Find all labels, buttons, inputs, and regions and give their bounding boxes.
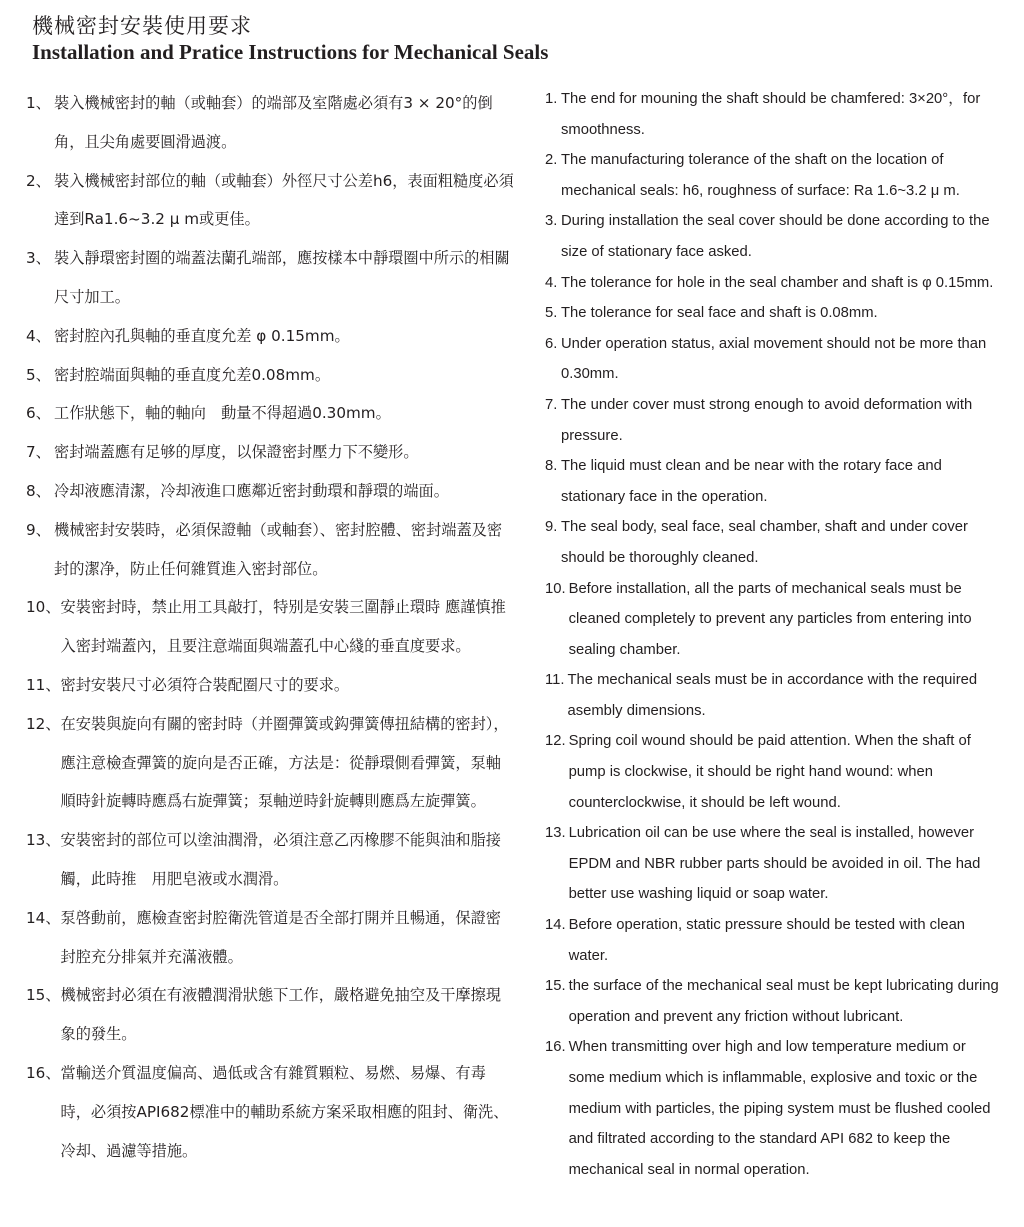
cn-item-text: 密封腔端面與軸的垂直度允差0.08mm。 bbox=[54, 365, 331, 384]
en-item-16 bbox=[545, 1032, 1005, 1185]
en-item-15 bbox=[545, 971, 1005, 1032]
chinese-instructions-column bbox=[26, 84, 516, 1170]
en-item-number: 7. bbox=[545, 396, 558, 413]
en-item-text: During installation the seal cover should be done according to the size of stationary face asked. bbox=[561, 213, 990, 260]
cn-item-text: 密封端蓋應有足够的厚度，以保證密封壓力下不變形。 bbox=[54, 443, 419, 462]
english-instructions-column bbox=[545, 84, 1005, 1185]
cn-item-number: 16、 bbox=[26, 1063, 61, 1082]
en-item-text: The liquid must clean and be near with the rotary face and stationary face in the operation. bbox=[561, 458, 942, 505]
cn-item-text: 裝入機械密封的軸（或軸套）的端部及室階處必須有3 × 20°的倒角，且尖角處要圓滑過渡。 bbox=[54, 94, 493, 151]
cn-item-number: 14、 bbox=[26, 908, 61, 927]
cn-item-text: 泵啓動前，應檢查密封腔衛洗管道是否全部打開并且暢通，保證密封腔充分排氣并充滿液體。 bbox=[60, 908, 501, 966]
en-item-text: The under cover must strong enough to avoid deformation with pressure. bbox=[561, 396, 973, 444]
cn-item-4 bbox=[26, 317, 516, 356]
cn-item-number: 11、 bbox=[26, 675, 61, 694]
cn-item-number: 12、 bbox=[26, 714, 61, 733]
cn-item-11 bbox=[26, 666, 516, 705]
cn-item-number: 4、 bbox=[26, 326, 51, 345]
en-item-number: 12. bbox=[545, 733, 566, 750]
en-item-number: 10. bbox=[545, 580, 566, 597]
cn-item-text: 在安裝與旋向有關的密封時（并圈彈簧或鈎彈簧傳扭結構的密封），應注意檢查彈簧的旋向是否正確，方法是：從靜環側看彈簧，泵軸順時針旋轉時應爲右旋彈簧；泵軸逆時針旋轉則應爲左旋彈簧。 bbox=[60, 714, 509, 811]
en-item-10 bbox=[545, 574, 1005, 666]
cn-item-text: 機械密封安裝時，必須保證軸（或軸套）、密封腔體、密封端蓋及密封的潔净，防止任何雜質進入密封部位。 bbox=[54, 520, 503, 578]
en-item-number: 16. bbox=[545, 1039, 566, 1056]
en-item-1 bbox=[545, 84, 1005, 145]
en-item-8 bbox=[545, 451, 1005, 512]
en-item-text: The seal body, seal face, seal chamber, shaft and under cover should be thoroughly cleaned. bbox=[561, 519, 968, 566]
en-item-number: 3. bbox=[545, 213, 558, 230]
en-item-text: the surface of the mechanical seal must be kept lubricating during operation and prevent any friction without lubricant. bbox=[568, 978, 999, 1025]
en-item-9 bbox=[545, 512, 1005, 573]
cn-item-9 bbox=[26, 511, 516, 589]
en-item-14 bbox=[545, 910, 1005, 971]
en-item-4 bbox=[545, 268, 1005, 299]
en-item-2 bbox=[545, 145, 1005, 206]
title-english: Installation and Pratice Instructions for Mechanical Seals bbox=[32, 40, 549, 64]
cn-item-15 bbox=[26, 976, 516, 1054]
cn-item-text: 當輸送介質温度偏高、過低或含有雜質顆粒、易燃、易爆、有毒時，必須按API682標准中的輔助系統方案采取相應的阻封、衛洗、冷却、過濾等措施。 bbox=[60, 1063, 509, 1160]
cn-item-text: 安裝密封時，禁止用工具敲打，特别是安裝三圍靜止環時 應謹慎推入密封端蓋內，且要注意端面與端蓋孔中心綫的垂直度要求。 bbox=[60, 598, 506, 656]
en-item-6 bbox=[545, 329, 1005, 390]
cn-item-5 bbox=[26, 356, 516, 395]
en-item-number: 9. bbox=[545, 519, 558, 536]
en-item-text: The end for mouning the shaft should be chamfered: 3×20°，for smoothness. bbox=[561, 91, 981, 138]
cn-item-text: 冷却液應清潔，冷却液進口應鄰近密封動環和靜環的端面。 bbox=[54, 481, 449, 500]
cn-item-10 bbox=[26, 588, 516, 666]
cn-item-14 bbox=[26, 899, 516, 977]
cn-item-1 bbox=[26, 84, 516, 162]
title-chinese: 機械密封安裝使用要求 bbox=[32, 14, 252, 38]
en-item-7 bbox=[545, 390, 1005, 451]
cn-item-number: 8、 bbox=[26, 481, 51, 500]
cn-item-number: 2、 bbox=[26, 171, 51, 190]
en-item-text: Before installation, all the parts of mechanical seals must be cleaned completely to prevent any particles from entering into sealing chamber. bbox=[568, 580, 972, 658]
cn-item-number: 15、 bbox=[26, 986, 61, 1005]
cn-item-7 bbox=[26, 433, 516, 472]
cn-item-3 bbox=[26, 239, 516, 317]
en-item-3 bbox=[545, 206, 1005, 267]
cn-item-2 bbox=[26, 162, 516, 240]
cn-item-number: 7、 bbox=[26, 443, 51, 462]
en-item-number: 5. bbox=[545, 305, 558, 322]
en-item-number: 14. bbox=[545, 917, 566, 934]
en-item-text: Before operation, static pressure should be tested with clean water. bbox=[568, 917, 966, 964]
cn-item-13 bbox=[26, 821, 516, 899]
en-item-number: 6. bbox=[545, 335, 558, 352]
en-item-number: 11. bbox=[545, 672, 565, 689]
cn-item-number: 3、 bbox=[26, 249, 51, 268]
cn-item-16 bbox=[26, 1054, 516, 1170]
cn-item-text: 密封腔內孔與軸的垂直度允差 φ 0.15mm。 bbox=[54, 326, 350, 345]
en-item-number: 8. bbox=[545, 458, 558, 475]
en-item-number: 15. bbox=[545, 978, 566, 995]
cn-item-number: 6、 bbox=[26, 404, 51, 423]
cn-item-text: 機械密封必須在有液體潤滑狀態下工作，嚴格避免抽空及干摩擦現象的發生。 bbox=[60, 986, 501, 1044]
en-item-text: The mechanical seals must be in accordance with the required asembly dimensions. bbox=[567, 672, 978, 719]
cn-item-12 bbox=[26, 705, 516, 821]
cn-item-text: 安裝密封的部位可以塗油潤滑，必須注意乙丙橡膠不能與油和脂接觸，此時推 用肥皂液或水潤滑。 bbox=[60, 831, 501, 888]
en-item-text: Lubrication oil can be use where the seal is installed, however EPDM and NBR rubber parts should be avoided in oil. The had better use washing liquid or soap water. bbox=[568, 825, 981, 903]
cn-item-text: 裝入靜環密封圈的端蓋法蘭孔端部，應按樣本中靜環圈中所示的相關尺寸加工。 bbox=[54, 249, 510, 306]
cn-item-text: 密封安裝尺寸必須符合裝配圈尺寸的要求。 bbox=[60, 675, 350, 694]
en-item-number: 1. bbox=[545, 91, 558, 107]
cn-item-text: 工作狀態下，軸的軸向 動量不得超過0.30mm。 bbox=[54, 404, 391, 423]
cn-item-text: 裝入機械密封部位的軸（或軸套）外徑尺寸公差h6，表面粗糙度必須達到Ra1.6~3.2 μ m或更佳。 bbox=[54, 171, 514, 229]
en-item-number: 4. bbox=[545, 274, 558, 291]
en-item-12 bbox=[545, 726, 1005, 818]
cn-item-number: 9、 bbox=[26, 520, 51, 539]
cn-item-number: 13、 bbox=[26, 831, 61, 850]
en-item-5 bbox=[545, 298, 1005, 329]
en-item-number: 2. bbox=[545, 152, 558, 169]
en-item-11 bbox=[545, 665, 1005, 726]
en-item-text: The tolerance for hole in the seal chamber and shaft is φ 0.15mm. bbox=[561, 274, 994, 291]
en-item-text: When transmitting over high and low temperature medium or some medium which is inflammable, explosive and toxic or the medium with particles, the piping system must be flushed cooled and filtrated according to the standard API 682 to keep the mechanical seal in normal operation. bbox=[568, 1039, 991, 1178]
cn-item-6 bbox=[26, 394, 516, 433]
en-item-text: Under operation status, axial movement should not be more than 0.30mm. bbox=[561, 335, 987, 383]
cn-item-8 bbox=[26, 472, 516, 511]
cn-item-number: 5、 bbox=[26, 365, 51, 384]
cn-item-number: 10、 bbox=[26, 598, 61, 617]
en-item-number: 13. bbox=[545, 825, 566, 842]
cn-item-number: 1、 bbox=[26, 94, 51, 112]
en-item-text: The tolerance for seal face and shaft is 0.08mm. bbox=[561, 305, 878, 322]
en-item-13 bbox=[545, 818, 1005, 910]
en-item-text: The manufacturing tolerance of the shaft on the location of mechanical seals: h6, roughness of surface: Ra 1.6~3.2 μ m. bbox=[561, 152, 960, 199]
en-item-text: Spring coil wound should be paid attention. When the shaft of pump is clockwise, it should be right hand wound: when counterclockwise, it should be left wound. bbox=[568, 733, 971, 811]
